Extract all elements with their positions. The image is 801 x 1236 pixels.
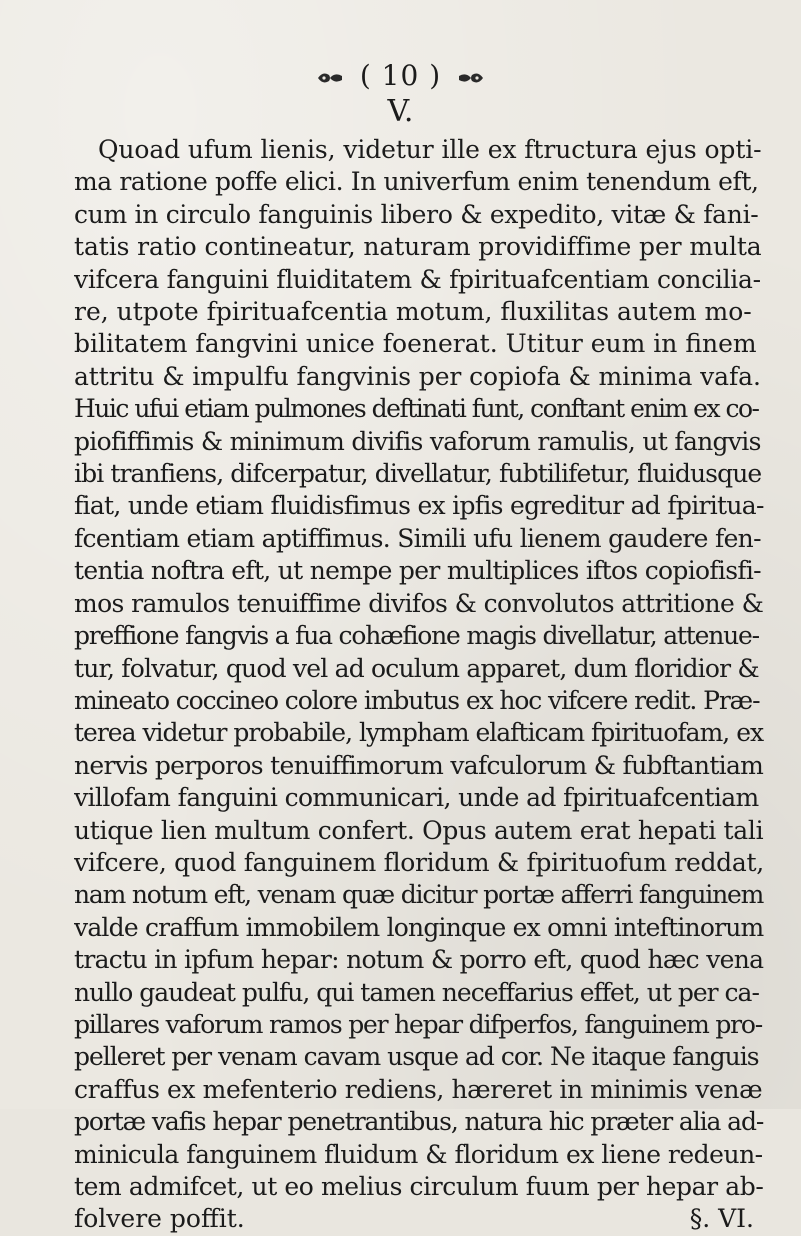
text-line: attritu & impulfu fangvinis per copiofa & minima vafa.	[74, 361, 761, 391]
text-line: vifcera fanguini fluiditatem & fpirituafcentiam concilia-	[74, 264, 761, 294]
body-paragraph	[74, 134, 764, 1236]
fleuron-left-icon	[316, 70, 344, 86]
text-line: minicula fanguinem fluidum & floridum ex liene redeun-	[74, 1139, 763, 1169]
text-line: mos ramulos tenuiffime divifos & convolutos attritione &	[74, 588, 764, 618]
text-line: fcentiam etiam aptiffimus. Simili ufu lienem gaudere fen-	[74, 523, 761, 553]
text-line: tentia noftra eft, ut nempe per multiplices iftos copiofisfi-	[74, 556, 761, 586]
text-line: craffus ex mefenterio rediens, hæreret in minimis venæ	[74, 1074, 763, 1104]
page-number: ( 10 )	[359, 59, 442, 92]
text-line: Huic ufui etiam pulmones deftinati funt, conftant enim ex co-	[74, 394, 759, 424]
text-line: pelleret per venam cavam usque ad cor. Ne itaque fanguis	[74, 1042, 759, 1072]
text-line: preffione fangvis a fua cohæfione magis divellatur, attenue-	[74, 621, 759, 651]
text-line: tractu in ipfum hepar: notum & porro eft, quod hæc vena	[74, 945, 764, 975]
running-header	[0, 60, 801, 92]
text-line: nullo gaudeat pulfu, qui tamen neceffarius effet, ut per ca-	[74, 977, 759, 1007]
text-line: pillares vaforum ramos per hepar difperfos, fanguinem pro-	[74, 1009, 763, 1039]
text-line: ibi tranfiens, difcerpatur, divellatur, fubtilifetur, fluidusque	[74, 459, 762, 489]
text-line: ma ratione poffe elici. In univerfum enim tenendum eft,	[74, 167, 759, 197]
text-line: tur, folvatur, quod vel ad oculum apparet, dum floridior &	[74, 653, 759, 683]
text-line: valde craffum immobilem longinque ex omni inteftinorum	[74, 912, 764, 942]
text-line: tatis ratio contineatur, naturam providiffime per multa	[74, 232, 762, 262]
text-line: vifcere, quod fanguinem floridum & fpirituofum reddat,	[74, 847, 764, 877]
text-line: piofiffimis & minimum divifis vaforum ramulis, ut fangvis	[74, 426, 761, 456]
section-heading: V.	[387, 94, 414, 129]
text-line: portæ vafis hepar penetrantibus, natura hic præter alia ad-	[74, 1107, 764, 1137]
text-line: utique lien multum confert. Opus autem erat hepati tali	[74, 815, 764, 845]
text-line: bilitatem fangvini unice foenerat. Utitur eum in finem	[74, 329, 757, 359]
catchword: §. VI.	[689, 1204, 754, 1234]
text-line: terea videtur probabile, lympham elafticam fpirituofam, ex	[74, 718, 764, 748]
text-line: tem admifcet, ut eo melius circulum fuum per hepar ab-	[74, 1172, 764, 1201]
text-line: nam notum eft, venam quæ dicitur portæ afferri fanguinem	[74, 880, 764, 910]
text-line: folvere poffit.	[74, 1204, 245, 1234]
text-line-last	[74, 1203, 764, 1235]
text-line: re, utpote fpirituafcentia motum, fluxilitas autem mo-	[74, 297, 752, 327]
text-line: mineato coccineo colore imbutus ex hoc vifcere redit. Præ-	[74, 685, 760, 715]
text-line: villofam fanguini communicari, unde ad fpirituafcentiam	[74, 783, 759, 813]
text-line: nervis perporos tenuiffimorum vafculorum & fubftantiam	[74, 750, 764, 780]
text-line: Quoad ufum lienis, videtur ille ex ftructura ejus opti-	[98, 135, 762, 164]
fleuron-right-icon	[457, 70, 485, 86]
text-line: cum in circulo fanguinis libero & expedito, vitæ & fani-	[74, 199, 759, 229]
text-line: fiat, unde etiam fluidisfimus ex ipfis egreditur ad fpiritua-	[74, 491, 764, 521]
